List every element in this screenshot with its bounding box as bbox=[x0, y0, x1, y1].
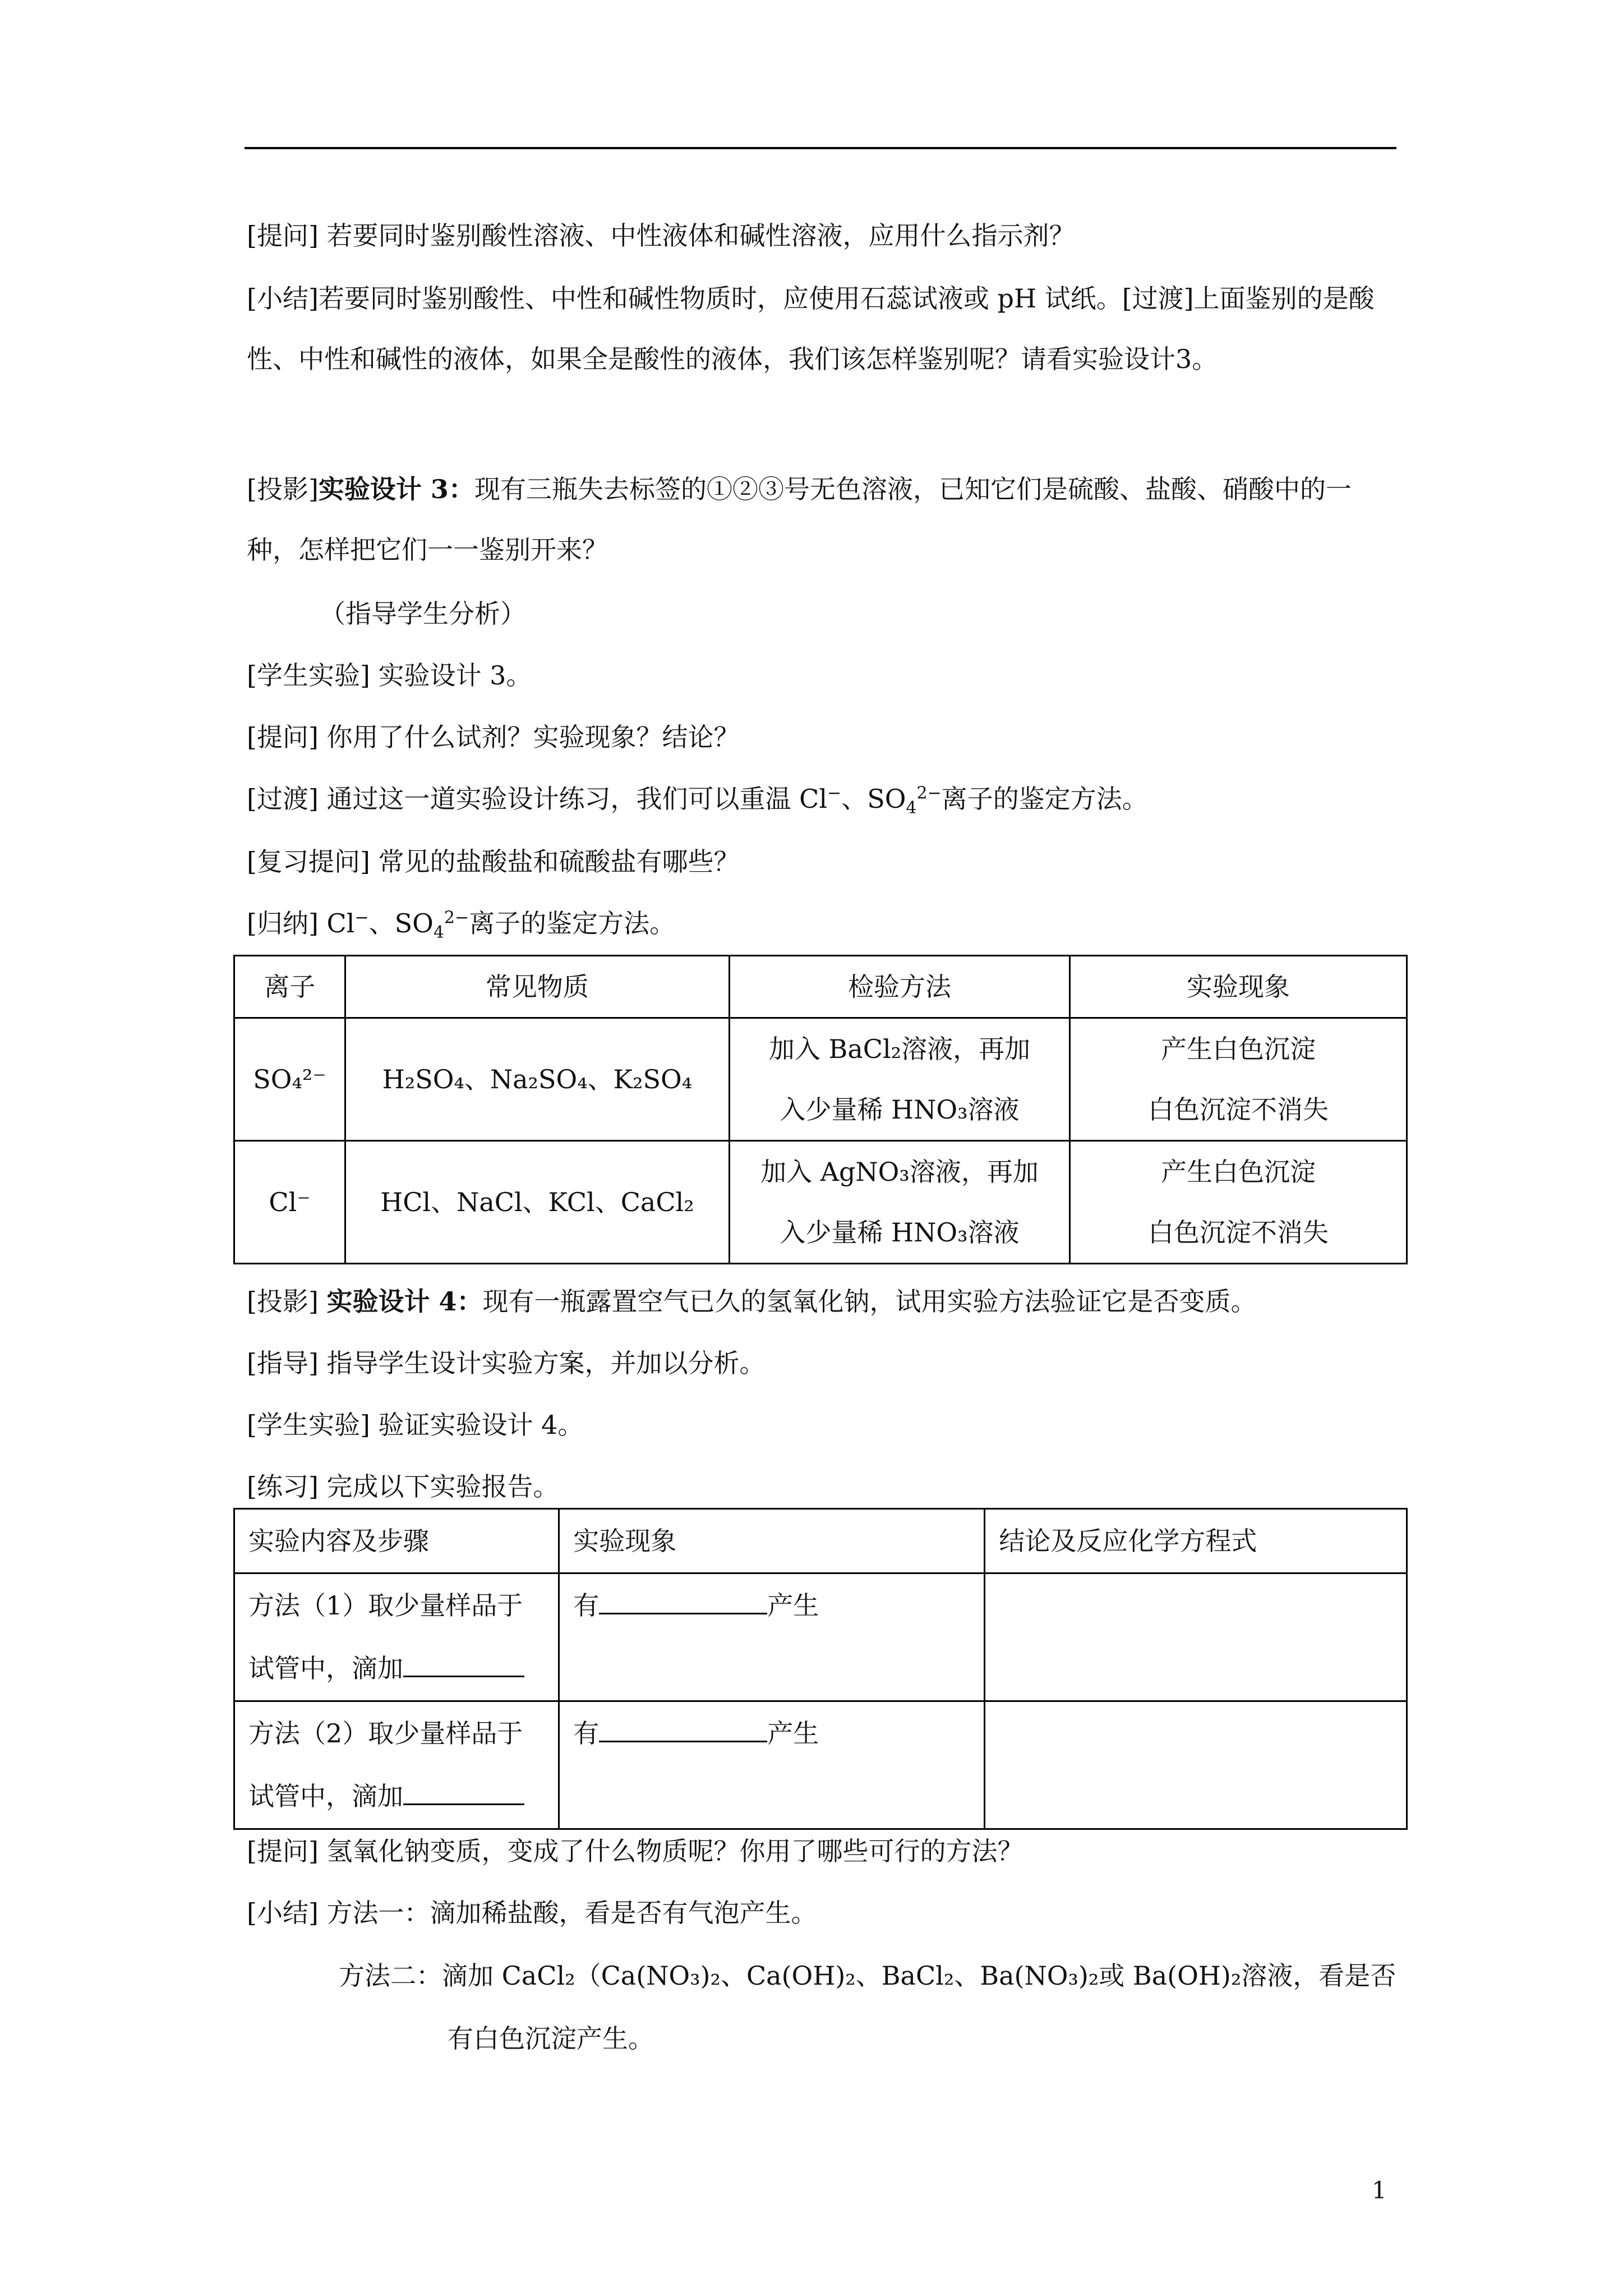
table-header-cell: 结论及反应化学方程式 bbox=[985, 1509, 1407, 1573]
para-exercise: [练习] 完成以下实验报告。 bbox=[247, 1471, 559, 1502]
para-student-experiment-3: [学生实验] 实验设计 3。 bbox=[247, 660, 532, 691]
method-cell: 加入 AgNO₃溶液，再加 入少量稀 HNO₃溶液 bbox=[729, 1141, 1069, 1264]
table-row bbox=[234, 1018, 1407, 1141]
table-row bbox=[234, 1573, 1407, 1701]
header-rule bbox=[245, 147, 1396, 149]
table-header-cell: 离子 bbox=[234, 956, 345, 1018]
method-cell: 加入 BaCl₂溶液，再加 入少量稀 HNO₃溶液 bbox=[729, 1018, 1069, 1141]
table-row bbox=[234, 1141, 1407, 1264]
para-projection-design-4: [投影] 实验设计 4：现有一瓶露置空气已久的氢氧化钠，试用实验方法验证它是否变质。 bbox=[247, 1286, 1257, 1317]
table-row bbox=[234, 1701, 1407, 1829]
conclusion-cell[interactable] bbox=[985, 1701, 1407, 1829]
observation-cell: 有 产生 bbox=[559, 1573, 985, 1701]
para-question-indicator: [提问] 若要同时鉴别酸性溶液、中性液体和碱性溶液，应用什么指示剂？ bbox=[247, 220, 1075, 251]
para-method-2-continued: 有白色沉淀产生。 bbox=[448, 2023, 654, 2054]
step-cell: 方法（1）取少量样品于 试管中，滴加 bbox=[234, 1573, 559, 1701]
para-projection-design-3 bbox=[247, 459, 1396, 580]
para-question-nature: [提问] 氢氧化钠变质，变成了什么物质呢？你用了哪些可行的方法？ bbox=[247, 1836, 1023, 1866]
text-design-3: 现有三瓶失去标签的①②③号无色溶液，已知它们是硫酸、盐酸、硝酸中的一种，怎样把它们一一鉴别开来？ bbox=[247, 474, 1352, 565]
table-header-row bbox=[234, 1509, 1407, 1573]
phenomenon-cell: 产生白色沉淀 白色沉淀不消失 bbox=[1070, 1141, 1407, 1264]
substances-cell: H₂SO₄、Na₂SO₄、K₂SO₄ bbox=[345, 1018, 729, 1141]
phenomenon-cell: 产生白色沉淀 白色沉淀不消失 bbox=[1070, 1018, 1407, 1141]
table-header-cell: 实验现象 bbox=[1070, 956, 1407, 1018]
table-header-cell: 实验内容及步骤 bbox=[234, 1509, 559, 1573]
table-header-cell: 常见物质 bbox=[345, 956, 729, 1018]
fill-in-blank[interactable] bbox=[599, 1590, 767, 1614]
experiment-report-table bbox=[233, 1508, 1408, 1830]
table-header-row bbox=[234, 956, 1407, 1018]
substances-cell: HCl、NaCl、KCl、CaCl₂ bbox=[345, 1141, 729, 1264]
fill-in-blank[interactable] bbox=[403, 1781, 524, 1805]
para-summary-method-1: [小结] 方法一：滴加稀盐酸，看是否有气泡产生。 bbox=[247, 1898, 817, 1928]
label-design-4: 实验设计 4： bbox=[326, 1286, 483, 1317]
fill-in-blank[interactable] bbox=[403, 1653, 524, 1677]
ion-cell: Cl⁻ bbox=[234, 1141, 345, 1264]
fill-in-blank[interactable] bbox=[599, 1718, 767, 1742]
conclusion-cell[interactable] bbox=[985, 1573, 1407, 1701]
table-header-cell: 检验方法 bbox=[729, 956, 1069, 1018]
label-projection: [投影] bbox=[247, 474, 319, 504]
para-student-experiment-4: [学生实验] 验证实验设计 4。 bbox=[247, 1410, 584, 1440]
observation-cell: 有 产生 bbox=[559, 1701, 985, 1829]
para-transition-ions: [过渡] 通过这一道实验设计练习，我们可以重温 Cl−、$SO_4^{2-}$离子的鉴定方法。 bbox=[247, 783, 1148, 818]
para-summary-ions: [归纳] Cl−、$SO_4^{2-}$离子的鉴定方法。 bbox=[247, 908, 676, 943]
table-header-cell: 实验现象 bbox=[559, 1509, 985, 1573]
para-method-2: 方法二：滴加 CaCl₂（Ca(NO₃)₂、Ca(OH)₂、BaCl₂、Ba(NO₃)₂或 Ba(OH)₂溶液，看是否 bbox=[339, 1961, 1396, 1991]
page-number: 1 bbox=[1372, 2177, 1387, 2204]
para-question-reagent: [提问] 你用了什么试剂？实验现象？结论？ bbox=[247, 722, 740, 752]
ion-cell: SO₄²⁻ bbox=[234, 1018, 345, 1141]
para-guidance: [指导] 指导学生设计实验方案，并加以分析。 bbox=[247, 1348, 766, 1378]
para-guide-analysis: （指导学生分析） bbox=[320, 599, 526, 629]
ion-identification-table bbox=[233, 955, 1408, 1264]
step-cell: 方法（2）取少量样品于 试管中，滴加 bbox=[234, 1701, 559, 1829]
para-review-question: [复习提问] 常见的盐酸盐和硫酸盐有哪些？ bbox=[247, 846, 740, 877]
para-summary-transition: [小结]若要同时鉴别酸性、中性和碱性物质时，应使用石蕊试液或 pH 试纸。[过渡]上面鉴别的是酸性、中性和碱性的液体，如果全是酸性的液体，我们该怎样鉴别呢？请看实验设计3。 bbox=[247, 283, 1375, 374]
label-design-3: 实验设计 3： bbox=[318, 474, 474, 504]
